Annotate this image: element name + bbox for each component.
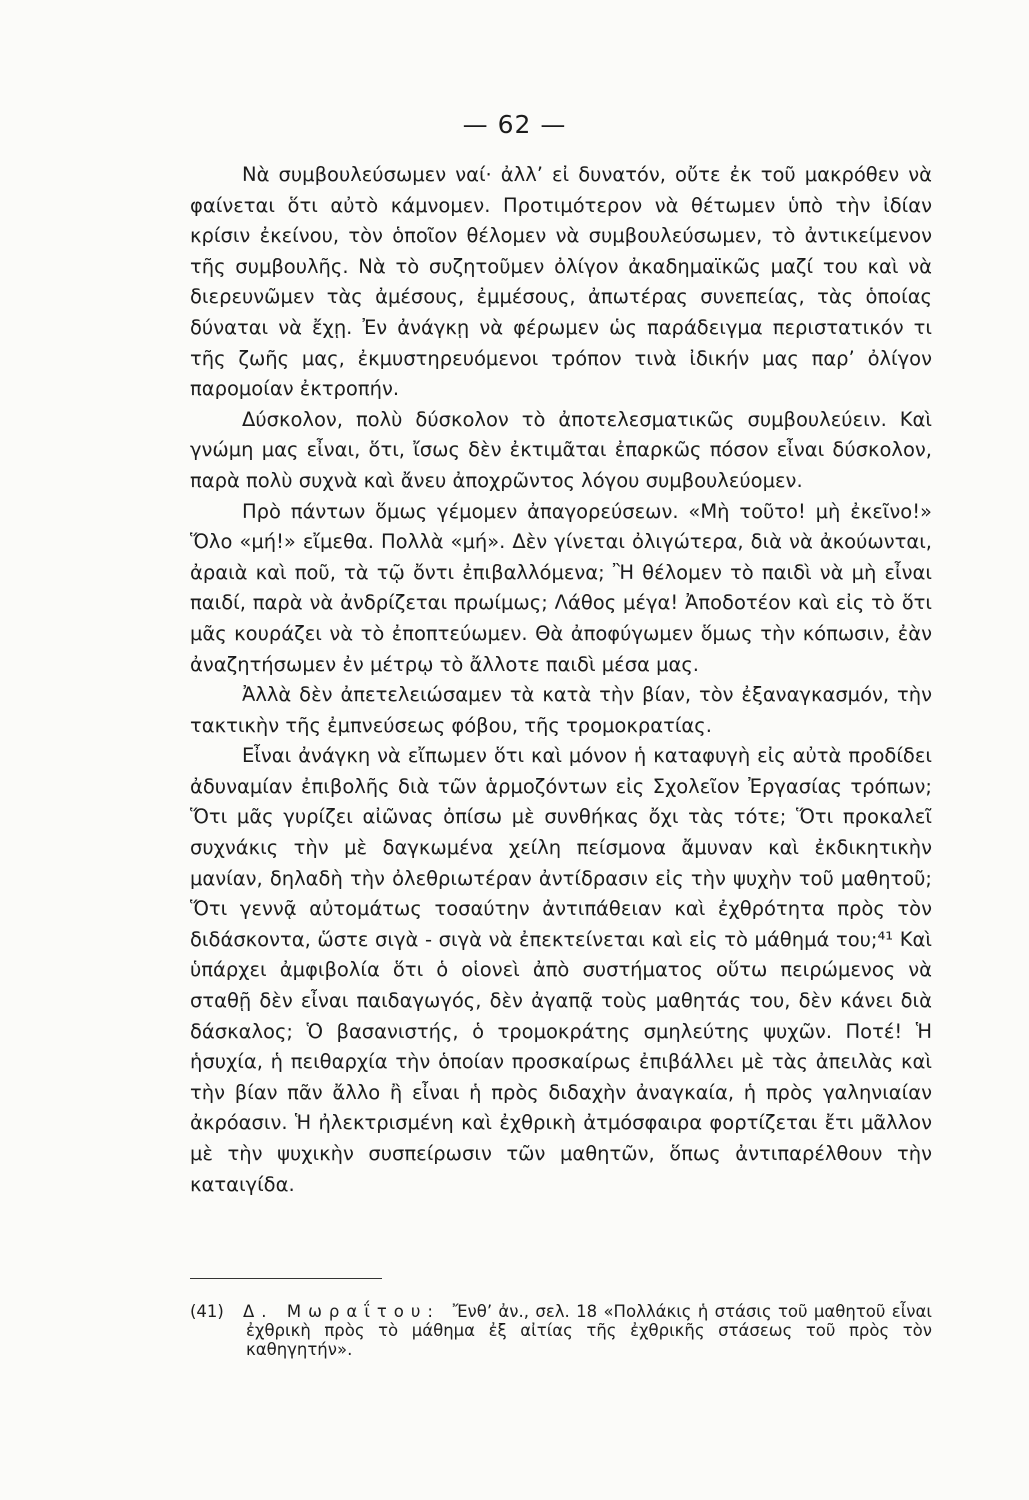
footnote-41 (190, 1302, 932, 1359)
paragraph-4: Ἀλλὰ δὲν ἀπετελειώσαμεν τὰ κατὰ τὴν βίαν, τὸν ἐξαναγκασμόν, τὴν τακτικὴν τῆς ἐμπνεύσεως φόβου, τῆς τρομοκρατίας. (190, 683, 932, 737)
footnote-text: Ἔνθ’ ἀν., σελ. 18 «Πολλάκις ἡ στάσις τοῦ μαθητοῦ εἶναι ἐχθρικὴ πρὸς τὸ μάθημα ἐξ αἰτίας τῆς ἐχθρικῆς στάσεως τοῦ πρὸς τὸν καθηγητήν». (246, 1302, 932, 1359)
footnote-author: Δ. Μωραΐτου: (242, 1302, 440, 1321)
footnote-marker: (41) (190, 1302, 224, 1321)
paragraph-1: Νὰ συμβουλεύσωμεν ναί· ἀλλ’ εἰ δυνατόν, οὔτε ἐκ τοῦ μακρόθεν νὰ φαίνεται ὅτι αὐτὸ κάμνομεν. Προτιμότερον νὰ θέτωμεν ὑπὸ τὴν ἰδίαν κρίσιν ἐκείνου, τὸν ὁποῖον θέλομεν νὰ συμβουλεύσωμεν, τὸ ἀντικείμενον τῆς συμβουλῆς. Νὰ τὸ συζητοῦμεν ὀλίγον ἀκαδημαϊκῶς μαζί του καὶ νὰ διερευνῶμεν τὰς ἀμέσους, ἐμμέσους, ἀπωτέρας συνεπείας, τὰς ὁποίας δύναται νὰ ἔχῃ. Ἐν ἀνάγκῃ νὰ φέρωμεν ὡς παράδειγμα περιστατικόν τι τῆς ζωῆς μας, ἐκμυστηρευόμενοι τρόπον τινὰ ἰδικήν μας παρ’ ὀλίγον παρομοίαν ἐκτροπήν. (190, 163, 932, 401)
paragraph-5: Εἶναι ἀνάγκη νὰ εἴπωμεν ὅτι καὶ μόνον ἡ καταφυγὴ εἰς αὐτὰ προδίδει ἀδυναμίαν ἐπιβολῆς διὰ τῶν ἁρμοζόντων εἰς Σχολεῖον Ἐργασίας τρόπων; Ὅτι μᾶς γυρίζει αἰῶνας ὀπίσω μὲ συνθήκας ὄχι τὰς τότε; Ὅτι προκαλεῖ συχνάκις τὴν μὲ δαγκωμένα χείλη πείσμονα ἄμυναν καὶ ἐκδικητικὴν μανίαν, δηλαδὴ τὴν ὀλεθριωτέραν ἀντίδρασιν εἰς τὴν ψυχὴν τοῦ μαθητοῦ; Ὅτι γεννᾷ αὐτομάτως τοσαύτην ἀντιπάθειαν καὶ ἐχθρότητα πρὸς τὸν διδάσκοντα, ὥστε σιγὰ - σιγὰ νὰ ἐπεκτείνεται καὶ εἰς τὸ μάθημά του;⁴¹ Καὶ ὑπάρχει ἀμφιβολία ὅτι ὁ οἱονεὶ ἀπὸ συστήματος οὕτω πειρώμενος νὰ σταθῇ δὲν εἶναι παιδαγωγός, δὲν ἀγαπᾷ τοὺς μαθητάς του, δὲν κάνει διὰ δάσκαλος; Ὁ βασανιστής, ὁ τρομοκράτης σμηλεύτης ψυχῶν. Ποτέ! Ἡ ἡσυχία, ἡ πειθαρχία τὴν ὁποίαν προσκαίρως ἐπιβάλλει μὲ τὰς ἀπειλὰς καὶ τὴν βίαν πᾶν ἄλλο ἢ εἶναι ἡ πρὸς διδαχὴν ἀναγκαία, ἡ πρὸς γαληνιαίαν ἀκρόασιν. Ἡ ἠλεκτρισμένη καὶ ἐχθρικὴ ἀτμόσφαιρα φορτίζεται ἔτι μᾶλλον μὲ τὴν ψυχικὴν συσπείρωσιν τῶν μαθητῶν, ὅπως ἀντιπαρέλθουν τὴν καταιγίδα. (190, 744, 932, 1196)
paragraph-2: Δύσκολον, πολὺ δύσκολον τὸ ἀποτελεσματικῶς συμβουλεύειν. Καὶ γνώμη μας εἶναι, ὅτι, ἴσως δὲν ἐκτιμᾶται ἐπαρκῶς πόσον εἶναι δύσκολον, παρὰ πολὺ συχνὰ καὶ ἄνευ ἀποχρῶντος λόγου συμβουλεύομεν. (190, 407, 932, 492)
paragraph-3: Πρὸ πάντων ὅμως γέμομεν ἀπαγορεύσεων. «Μὴ τοῦτο! μὴ ἐκεῖνο!» Ὅλο «μή!» εἴμεθα. Πολλὰ «μή». Δὲν γίνεται ὀλιγώτερα, διὰ νὰ ἀκούωνται, ἀραιὰ καὶ ποῦ, τὰ τῷ ὄντι ἐπιβαλλόμενα; Ἢ θέλομεν τὸ παιδὶ νὰ μὴ εἶναι παιδί, παρὰ νὰ ἀνδρίζεται πρωίμως; Λάθος μέγα! Ἀποδοτέον καὶ εἰς τὸ ὅτι μᾶς κουράζει νὰ τὸ ἐποπτεύωμεν. Θὰ ἀποφύγωμεν ὅμως τὴν κόπωσιν, ἐὰν ἀναζητήσωμεν ἐν μέτρῳ τὸ ἄλλοτε παιδὶ μέσα μας. (190, 499, 932, 676)
body-text (190, 160, 932, 1200)
page-number: — 62 — (462, 110, 567, 139)
footnote-divider (190, 1278, 382, 1279)
